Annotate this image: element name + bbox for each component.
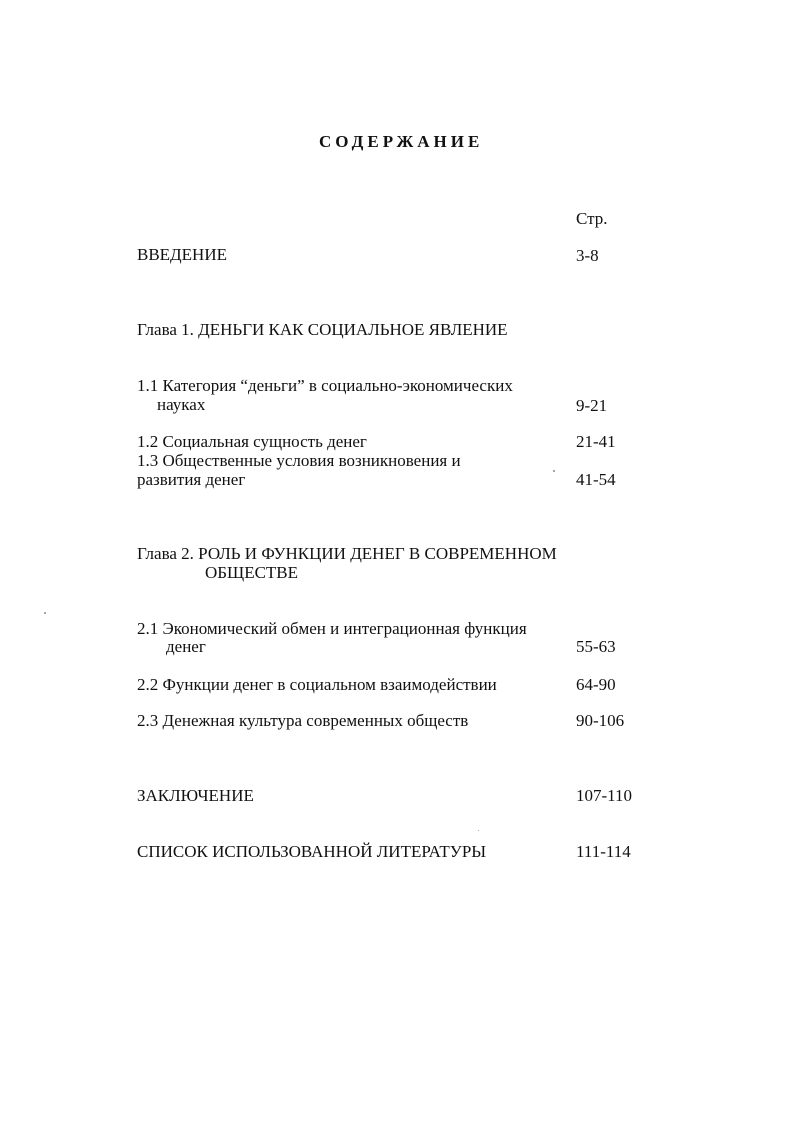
chapter-2-heading-line1: Глава 2. РОЛЬ И ФУНКЦИИ ДЕНЕГ В СОВРЕМЕННОМ: [137, 544, 557, 563]
page-column-header: Стр.: [576, 209, 608, 228]
section-1-3-pages: 41-54: [576, 470, 616, 489]
chapter-1-heading: Глава 1. ДЕНЬГИ КАК СОЦИАЛЬНОЕ ЯВЛЕНИЕ: [137, 320, 508, 339]
toc-conclusion-pages: 107-110: [576, 786, 633, 805]
toc-conclusion-label: ЗАКЛЮЧЕНИЕ: [137, 786, 254, 805]
section-1-1-pages: 9-21: [576, 396, 608, 415]
section-1-3-line1: 1.3 Общественные условия возникновения и: [137, 451, 461, 470]
section-2-2-pages: 64-90: [576, 675, 616, 694]
section-2-2-label: 2.2 Функции денег в социальном взаимодействии: [137, 675, 497, 694]
section-2-1-pages: 55-63: [576, 637, 616, 656]
section-2-3-pages: 90-106: [576, 711, 625, 730]
toc-bibliography-pages: 111-114: [576, 842, 631, 861]
chapter-2-heading-line2: ОБЩЕСТВЕ: [205, 563, 299, 582]
section-2-3-label: 2.3 Денежная культура современных обществ: [137, 711, 469, 730]
section-1-1-line2: науках: [157, 395, 206, 414]
section-1-3-line2: развития денег: [137, 470, 246, 489]
page-title: СОДЕРЖАНИЕ: [319, 132, 484, 151]
section-1-2-pages: 21-41: [576, 432, 616, 451]
section-2-1-line2: денег: [166, 637, 206, 656]
scan-speck: [44, 612, 46, 614]
scan-speck: [553, 470, 555, 472]
section-1-1-line1: 1.1 Категория “деньги” в социально-экономических: [137, 376, 513, 395]
toc-intro-pages: 3-8: [576, 246, 599, 265]
section-1-2-label: 1.2 Социальная сущность денег: [137, 432, 367, 451]
toc-bibliography-label: СПИСОК ИСПОЛЬЗОВАННОЙ ЛИТЕРАТУРЫ: [137, 842, 487, 861]
section-2-1-line1: 2.1 Экономический обмен и интеграционная функция: [137, 619, 527, 638]
toc-intro-label: ВВЕДЕНИЕ: [137, 245, 227, 264]
scan-speck: [478, 830, 479, 831]
